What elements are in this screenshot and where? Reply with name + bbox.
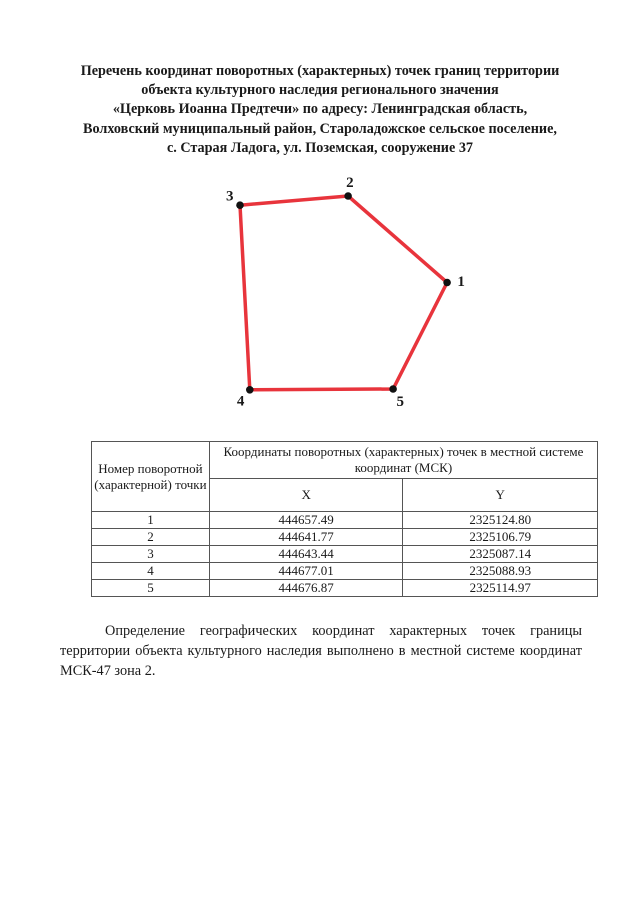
cell-point-number: 2: [92, 529, 210, 546]
cell-point-number: 5: [92, 580, 210, 597]
cell-x: 444641.77: [209, 529, 403, 546]
coordinates-table: [91, 441, 598, 597]
header-y: Y: [403, 479, 598, 512]
title-line: с. Старая Ладога, ул. Поземская, сооружение 37: [166, 139, 474, 156]
cell-x: 444676.87: [209, 580, 403, 597]
boundary-plan: [200, 170, 480, 410]
cell-y: 2325114.97: [403, 580, 598, 597]
boundary-point-label: 2: [346, 175, 354, 192]
cell-y: 2325106.79: [403, 529, 598, 546]
cell-y: 2325087.14: [403, 546, 598, 563]
cell-x: 444677.01: [209, 563, 403, 580]
boundary-line: [240, 196, 447, 390]
cell-x: 444643.44: [209, 546, 403, 563]
boundary-point-label: 4: [236, 393, 245, 410]
table-row: [92, 563, 598, 580]
boundary-point-marker: [344, 192, 352, 200]
cell-point-number: 4: [92, 563, 210, 580]
header-point-number: Номер поворотной (характерной) точки: [92, 442, 210, 512]
table-row: [92, 546, 598, 563]
boundary-point-marker: [236, 201, 244, 209]
boundary-point-marker: [389, 385, 397, 393]
boundary-point-label: 1: [457, 274, 465, 291]
boundary-point-label: 3: [225, 188, 234, 205]
boundary-point-marker: [246, 386, 254, 394]
title-line: «Церковь Иоанна Предтечи» по адресу: Ленинградская область,: [112, 101, 528, 118]
cell-point-number: 1: [92, 512, 210, 529]
table-row: [92, 512, 598, 529]
document-title: [60, 62, 580, 158]
title-line: объекта культурного наследия регионального значения: [141, 82, 499, 99]
cell-y: 2325124.80: [403, 512, 598, 529]
title-line: Перечень координат поворотных (характерных) точек границ территории: [80, 63, 560, 79]
coordinate-system-note: Определение географических координат характерных точек границы территории объекта культурного наследия выполнено в местной системе координат МСК-47 зона 2.: [60, 623, 582, 679]
boundary-point-marker: [443, 279, 451, 287]
boundary-point-label: 5: [396, 394, 404, 410]
cell-x: 444657.49: [209, 512, 403, 529]
table-row: [92, 529, 598, 546]
title-line: Волховский муниципальный район, Староладожское сельское поселение,: [83, 120, 557, 137]
header-x: X: [209, 479, 403, 512]
table-row: [92, 580, 598, 597]
cell-point-number: 3: [92, 546, 210, 563]
table-header-row: [92, 442, 598, 479]
cell-y: 2325088.93: [403, 563, 598, 580]
header-coordinates: Координаты поворотных (характерных) точек в местной системе координат (МСК): [209, 442, 597, 479]
